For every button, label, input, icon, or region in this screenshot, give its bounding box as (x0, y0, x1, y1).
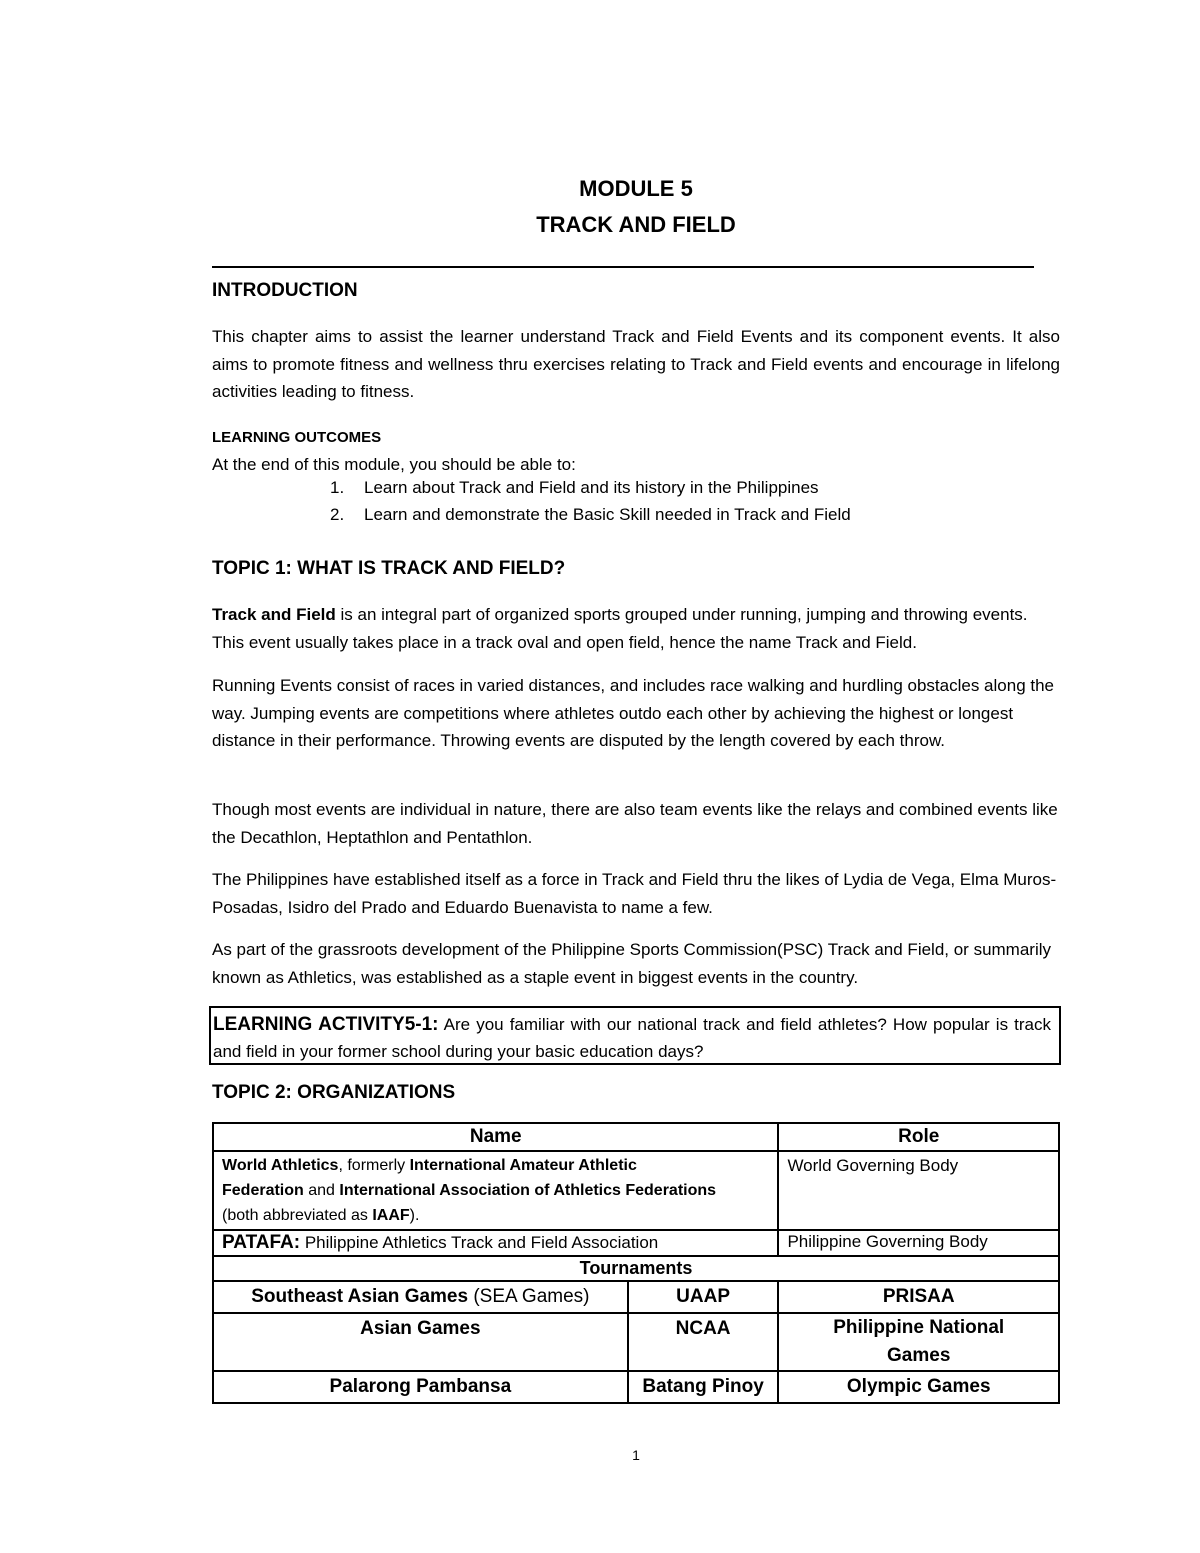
topic1-paragraph-2: Running Events consist of races in varied distances, and includes race walking and hurdling obstacles along the way. Jumping events are competitions where athletes outdo each other by achieving the highest or longest distance in their performance. Throwing events are disputed by the length covered by each throw. (212, 676, 1054, 750)
role-column-header: Role (778, 1123, 1059, 1151)
title-divider (212, 266, 1034, 268)
learning-activity-label: LEARNING ACTIVITY5-1: (213, 1014, 439, 1035)
org-name-part: and (303, 1182, 340, 1199)
page-number: 1 (632, 1447, 640, 1463)
topic1-paragraph-5: As part of the grassroots development of the Philippine Sports Commission(PSC) Track and Field, or summarily known as Athletics, was established as a staple event in biggest events in the country. (212, 940, 1052, 987)
tournament-cell: Philippine National Games (778, 1313, 1059, 1371)
tournament-cell: Palarong Pambansa (213, 1371, 628, 1403)
tournament-name: Southeast Asian Games (251, 1286, 469, 1307)
introduction-text: This chapter aims to assist the learner understand Track and Field Events and its component events. It also aims to promote fitness and wellness thru exercises relating to Track and Field events and encourage in lifelong activities leading to fitness. (212, 327, 1060, 401)
table-row (213, 1371, 1059, 1403)
org-name-part: Philippine Athletics Track and Field Association (300, 1233, 659, 1252)
tournament-cell: Olympic Games (778, 1371, 1059, 1403)
tournament-cell: Batang Pinoy (628, 1371, 779, 1403)
learning-outcomes-heading: LEARNING OUTCOMES (212, 429, 382, 446)
org-name-part: ). (409, 1207, 420, 1224)
table-header-row (213, 1123, 1059, 1151)
module-label: MODULE 5 (579, 176, 693, 201)
topic1-paragraph-4: The Philippines have established itself as a force in Track and Field thru the likes of Lydia de Vega, Elma Muros-Posadas, Isidro del Prado and Eduardo Buenavista to name a few. (212, 870, 1057, 917)
org-name-part: IAAF (372, 1207, 410, 1224)
outcome-text: Learn and demonstrate the Basic Skill needed in Track and Field (364, 505, 851, 524)
organizations-table (212, 1122, 1060, 1404)
topic1-heading: TOPIC 1: WHAT IS TRACK AND FIELD? (212, 558, 566, 579)
topic2-heading: TOPIC 2: ORGANIZATIONS (212, 1082, 456, 1103)
learning-outcomes-intro: At the end of this module, you should be able to: (212, 455, 576, 474)
org-name-part: International Amateur Athletic Federation (222, 1157, 637, 1199)
track-and-field-term: Track and Field (212, 605, 336, 624)
learning-activity-text: Are you familiar with our national track and field athletes? How popular is track and field in your former school during your basic education days? (213, 1015, 1052, 1061)
topic1-paragraph-1-text: is an integral part of organized sports grouped under running, jumping and throwing events. This event usually takes place in a track oval and open field, hence the name Track and Field. (212, 605, 1028, 652)
org-name-part: (both abbreviated as (222, 1207, 373, 1224)
outcome-item (330, 505, 851, 525)
topic1-paragraph-1 (212, 601, 1060, 656)
organization-name-cell (213, 1230, 778, 1256)
tournament-cell (213, 1281, 628, 1313)
tournament-cell: UAAP (628, 1281, 779, 1313)
tournament-cell: NCAA (628, 1313, 779, 1371)
org-name-part: PATAFA: (222, 1232, 301, 1253)
table-row (213, 1281, 1059, 1313)
module-title: TRACK AND FIELD (536, 212, 736, 237)
outcome-item (330, 478, 819, 498)
org-name-part: International Association of Athletics Federations (339, 1182, 717, 1199)
tournament-abbrev: (SEA Games) (468, 1286, 590, 1307)
tournaments-header-row (213, 1256, 1059, 1281)
tournament-cell: Asian Games (213, 1313, 628, 1371)
outcome-text: Learn about Track and Field and its history in the Philippines (364, 478, 819, 497)
outcome-number: 2. (330, 505, 345, 524)
tournaments-heading: Tournaments (213, 1256, 1059, 1281)
table-row (213, 1313, 1059, 1371)
table-row (213, 1230, 1059, 1256)
introduction-heading: INTRODUCTION (212, 280, 358, 301)
organization-role-cell: Philippine Governing Body (778, 1230, 1059, 1256)
table-row (213, 1151, 1059, 1230)
name-column-header: Name (213, 1123, 778, 1151)
learning-activity-box (209, 1006, 1061, 1065)
organization-role-cell: World Governing Body (778, 1151, 1059, 1230)
outcome-number: 1. (330, 478, 345, 497)
org-name-part: , formerly (338, 1157, 410, 1174)
org-name-part: World Athletics (222, 1157, 339, 1174)
organization-name-cell (213, 1151, 778, 1230)
topic1-paragraph-3: Though most events are individual in nature, there are also team events like the relays and combined events like the Decathlon, Heptathlon and Pentathlon. (212, 800, 1058, 847)
tournament-cell: PRISAA (778, 1281, 1059, 1313)
